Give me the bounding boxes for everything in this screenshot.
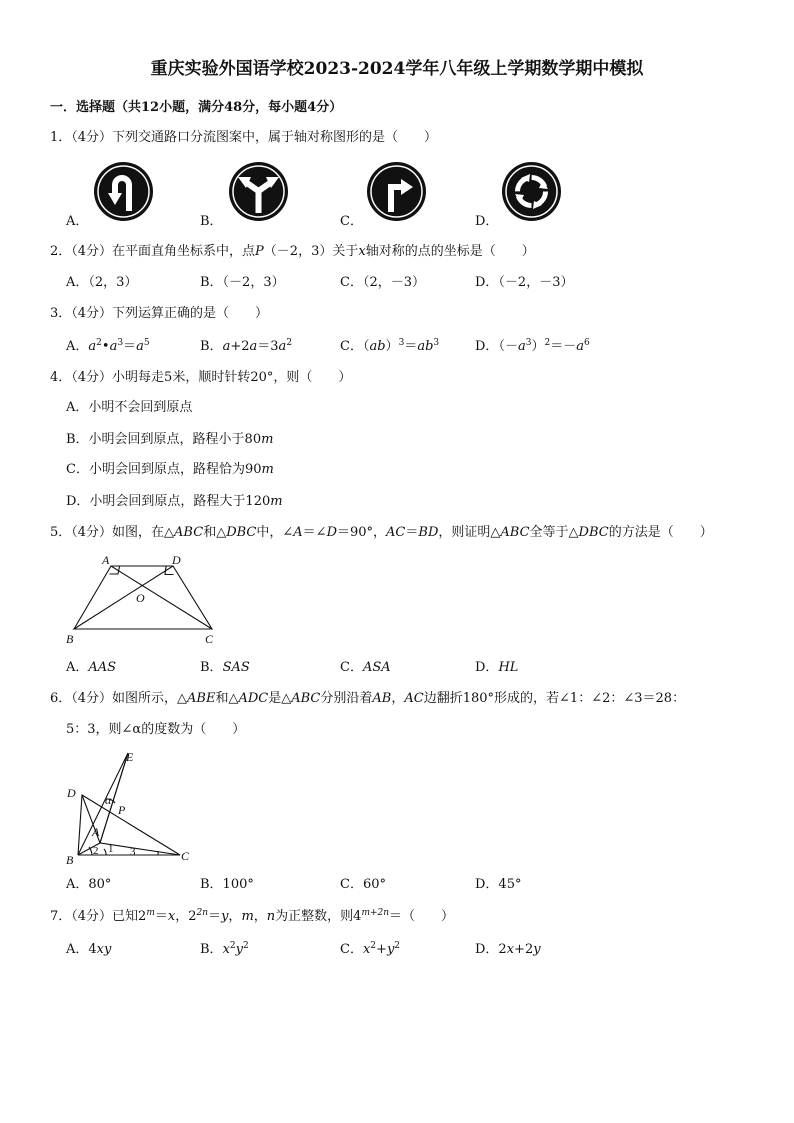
q5-figure [62,552,232,647]
q1-option-a[interactable]: A． [66,214,89,229]
q6-figure [62,748,202,868]
q6-label-angle-3: 3 [130,846,136,858]
left-turn-sign-icon [93,161,154,222]
q6-stem-line2: 5：3，则∠α的度数为（ ） [66,722,246,737]
q2-option-d[interactable]: D．（－2，－3） [475,275,574,290]
q6-option-b[interactable]: B．100° [200,877,254,892]
q6-label-c: C [181,849,190,863]
q6-label-alpha: α [105,793,112,807]
q3-option-a[interactable]: A．$a^2•a^3=a^5$ [66,338,150,354]
q1-option-c[interactable]: C． [340,214,363,229]
q7-stem: 7．（4分）已知$2^m=x$，$2^{2n}=y$，m，n为正整数，则$4^{m+2n}=$（ ） [50,908,455,924]
q4-option-c[interactable]: C．小明会回到原点，路程恰为90m [66,462,274,477]
q2-option-b[interactable]: B．（－2，3） [200,275,285,290]
q1-option-b[interactable]: B． [200,214,223,229]
q2-option-a[interactable]: A．（2，3） [66,275,138,290]
q5-label-c: C [205,632,214,646]
q3-option-d[interactable]: D．$(-a^3)^2=-a^6$ [475,338,590,354]
q2-option-c[interactable]: C．（2，－3） [340,275,425,290]
q5-option-d[interactable]: D．HL [475,660,519,675]
q6-label-angle-1: 1 [108,843,114,855]
q7-option-a[interactable]: A．4xy [66,942,112,957]
q6-label-a: A [92,825,100,839]
q3-stem: 3．（4分）下列运算正确的是（ ） [50,306,269,321]
right-turn-sign-icon [366,161,427,222]
q6-option-d[interactable]: D．45° [475,877,522,892]
q5-label-d: D [172,553,181,567]
q3-option-b[interactable]: B．$a+2a=3a^2$ [200,338,293,354]
q5-stem: 5．（4分）如图，在△ABC和△DBC中，∠A＝∠D＝90°，AC＝BD，则证明△ABC全等于△DBC的方法是（ ） [50,525,713,540]
q6-label-angle-2: 2 [93,845,99,857]
q4-option-a[interactable]: A．小明不会回到原点 [66,400,193,415]
q2-stem: 2．（4分）在平面直角坐标系中，点P（－2，3）关于x轴对称的点的坐标是（ ） [50,244,535,259]
q5-option-b[interactable]: B．SAS [200,660,250,675]
q4-stem: 4．（4分）小明每走5米，顺时针转20°，则（ ） [50,370,352,385]
q6-label-b: B [66,853,74,867]
q6-option-c[interactable]: C．60° [340,877,386,892]
q5-option-a[interactable]: A．AAS [66,660,117,675]
q5-label-b: B [66,632,74,646]
q6-label-d: D [67,786,76,800]
q7-option-d[interactable]: D．2x+2y [475,942,541,957]
q5-option-c[interactable]: C．ASA [340,660,391,675]
q1-option-d[interactable]: D． [475,214,499,229]
q4-option-d[interactable]: D．小明会回到原点，路程大于120m [66,494,283,509]
page-title: 重庆实验外国语学校2023-2024学年八年级上学期数学期中模拟 [150,59,644,79]
q3-option-c[interactable]: C．$(ab)^3=ab^3$ [340,338,440,354]
q5-label-o: O [136,591,145,605]
roundabout-sign-icon [501,161,562,222]
q1-stem: 1．（4分）下列交通路口分流图案中，属于轴对称图形的是（ ） [50,130,438,145]
q7-option-c[interactable]: C．$x^2+y^2$ [340,941,401,957]
q6-label-e: E [126,750,134,764]
section-heading: 一．选择题（共12小题，满分48分，每小题4分） [50,100,343,115]
q5-label-a: A [102,553,110,567]
q6-option-a[interactable]: A．80° [66,877,112,892]
q6-label-p: P [118,803,126,817]
q4-option-b[interactable]: B．小明会回到原点，路程小于80m [66,432,274,447]
q6-stem-line1: 6．（4分）如图所示，△ABE和△ADC是△ABC分别沿着AB，AC边翻折180°形成的，若∠1：∠2：∠3＝28： [50,691,686,706]
q7-option-b[interactable]: B．$x^2y^2$ [200,941,249,957]
fork-sign-icon [228,161,289,222]
